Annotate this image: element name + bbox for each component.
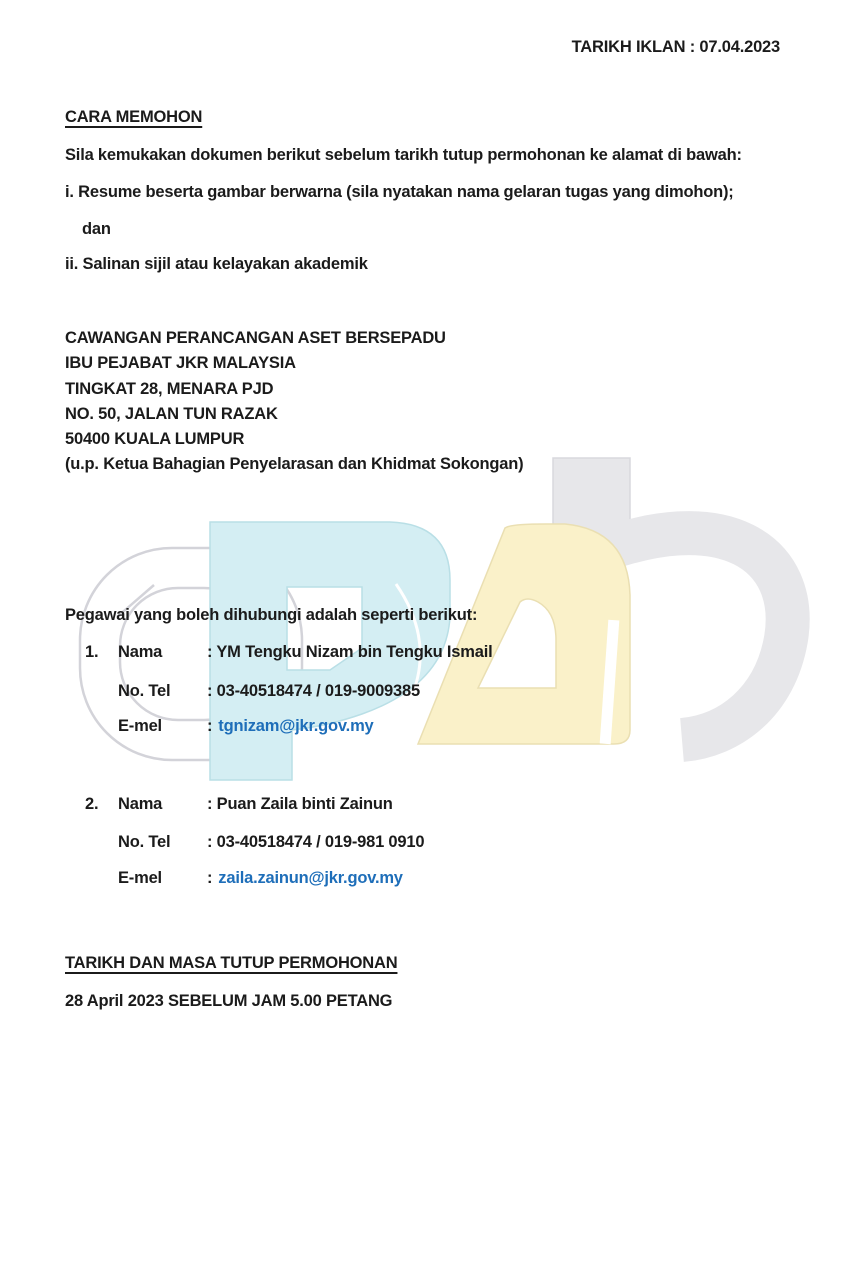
contact2-number: 2. [85,795,99,813]
address-line: NO. 50, JALAN TUN RAZAK [65,404,278,423]
contact2-email-label: E-mel [118,869,162,887]
section-heading-tarikh-tutup: TARIKH DAN MASA TUTUP PERMOHONAN [65,954,398,972]
contact1-name-label: Nama [118,643,163,661]
address-line: 50400 KUALA LUMPUR [65,430,245,449]
contacts-intro: Pegawai yang boleh dihubungi adalah seperti berikut: [65,606,478,624]
address-line: TINGKAT 28, MENARA PJD [65,379,274,398]
list-item-ii: ii. Salinan sijil atau kelayakan akademik [65,255,368,273]
contact2-email-colon: : [207,869,213,887]
contact2-tel-value: : 03-40518474 / 019-981 0910 [207,833,425,851]
watermark-letter-d-stem-icon [553,458,630,532]
list-item-i: i. Resume beserta gambar berwarna (sila nyatakan nama gelaran tugas yang dimohon); [65,183,734,201]
contact1-tel-label: No. Tel [118,682,171,700]
intro-paragraph: Sila kemukakan dokumen berikut sebelum tarikh tutup permohonan ke alamat di bawah: [65,146,742,164]
contact2-tel-row [85,831,424,853]
contact1-number: 1. [85,643,99,661]
contact1-email-link[interactable]: tgnizam@jkr.gov.my [218,717,374,735]
contact2-name-row [85,793,393,815]
contact2-email-link[interactable]: zaila.zainun@jkr.gov.my [218,869,403,887]
contact2-tel-label: No. Tel [118,833,171,851]
section-heading-cara-memohon: CARA MEMOHON [65,108,203,126]
contact2-email-row [85,867,403,889]
mailing-address-block [65,326,523,478]
watermark-letter-a-icon [418,524,630,744]
contact2-name-value: : Puan Zaila binti Zainun [207,795,393,813]
address-line: CAWANGAN PERANCANGAN ASET BERSEPADU [65,329,446,347]
list-item-i-continuation: dan [82,220,111,238]
contact2-name-label: Nama [118,795,163,813]
address-line: (u.p. Ketua Bahagian Penyelarasan dan Khidmat Sokongan) [65,455,524,474]
contact1-name-value: : YM Tengku Nizam bin Tengku Ismail [207,643,493,661]
address-line: IBU PEJABAT JKR MALAYSIA [65,354,296,373]
contact1-email-row [85,715,374,737]
deadline-text: 28 April 2023 SEBELUM JAM 5.00 PETANG [65,992,393,1010]
contact1-name-row [85,641,492,663]
contact1-email-label: E-mel [118,717,162,735]
contact1-tel-row [85,680,420,702]
contact1-tel-value: : 03-40518474 / 019-9009385 [207,682,420,700]
contact1-email-colon: : [207,717,213,735]
advert-date: TARIKH IKLAN : 07.04.2023 [571,38,780,56]
